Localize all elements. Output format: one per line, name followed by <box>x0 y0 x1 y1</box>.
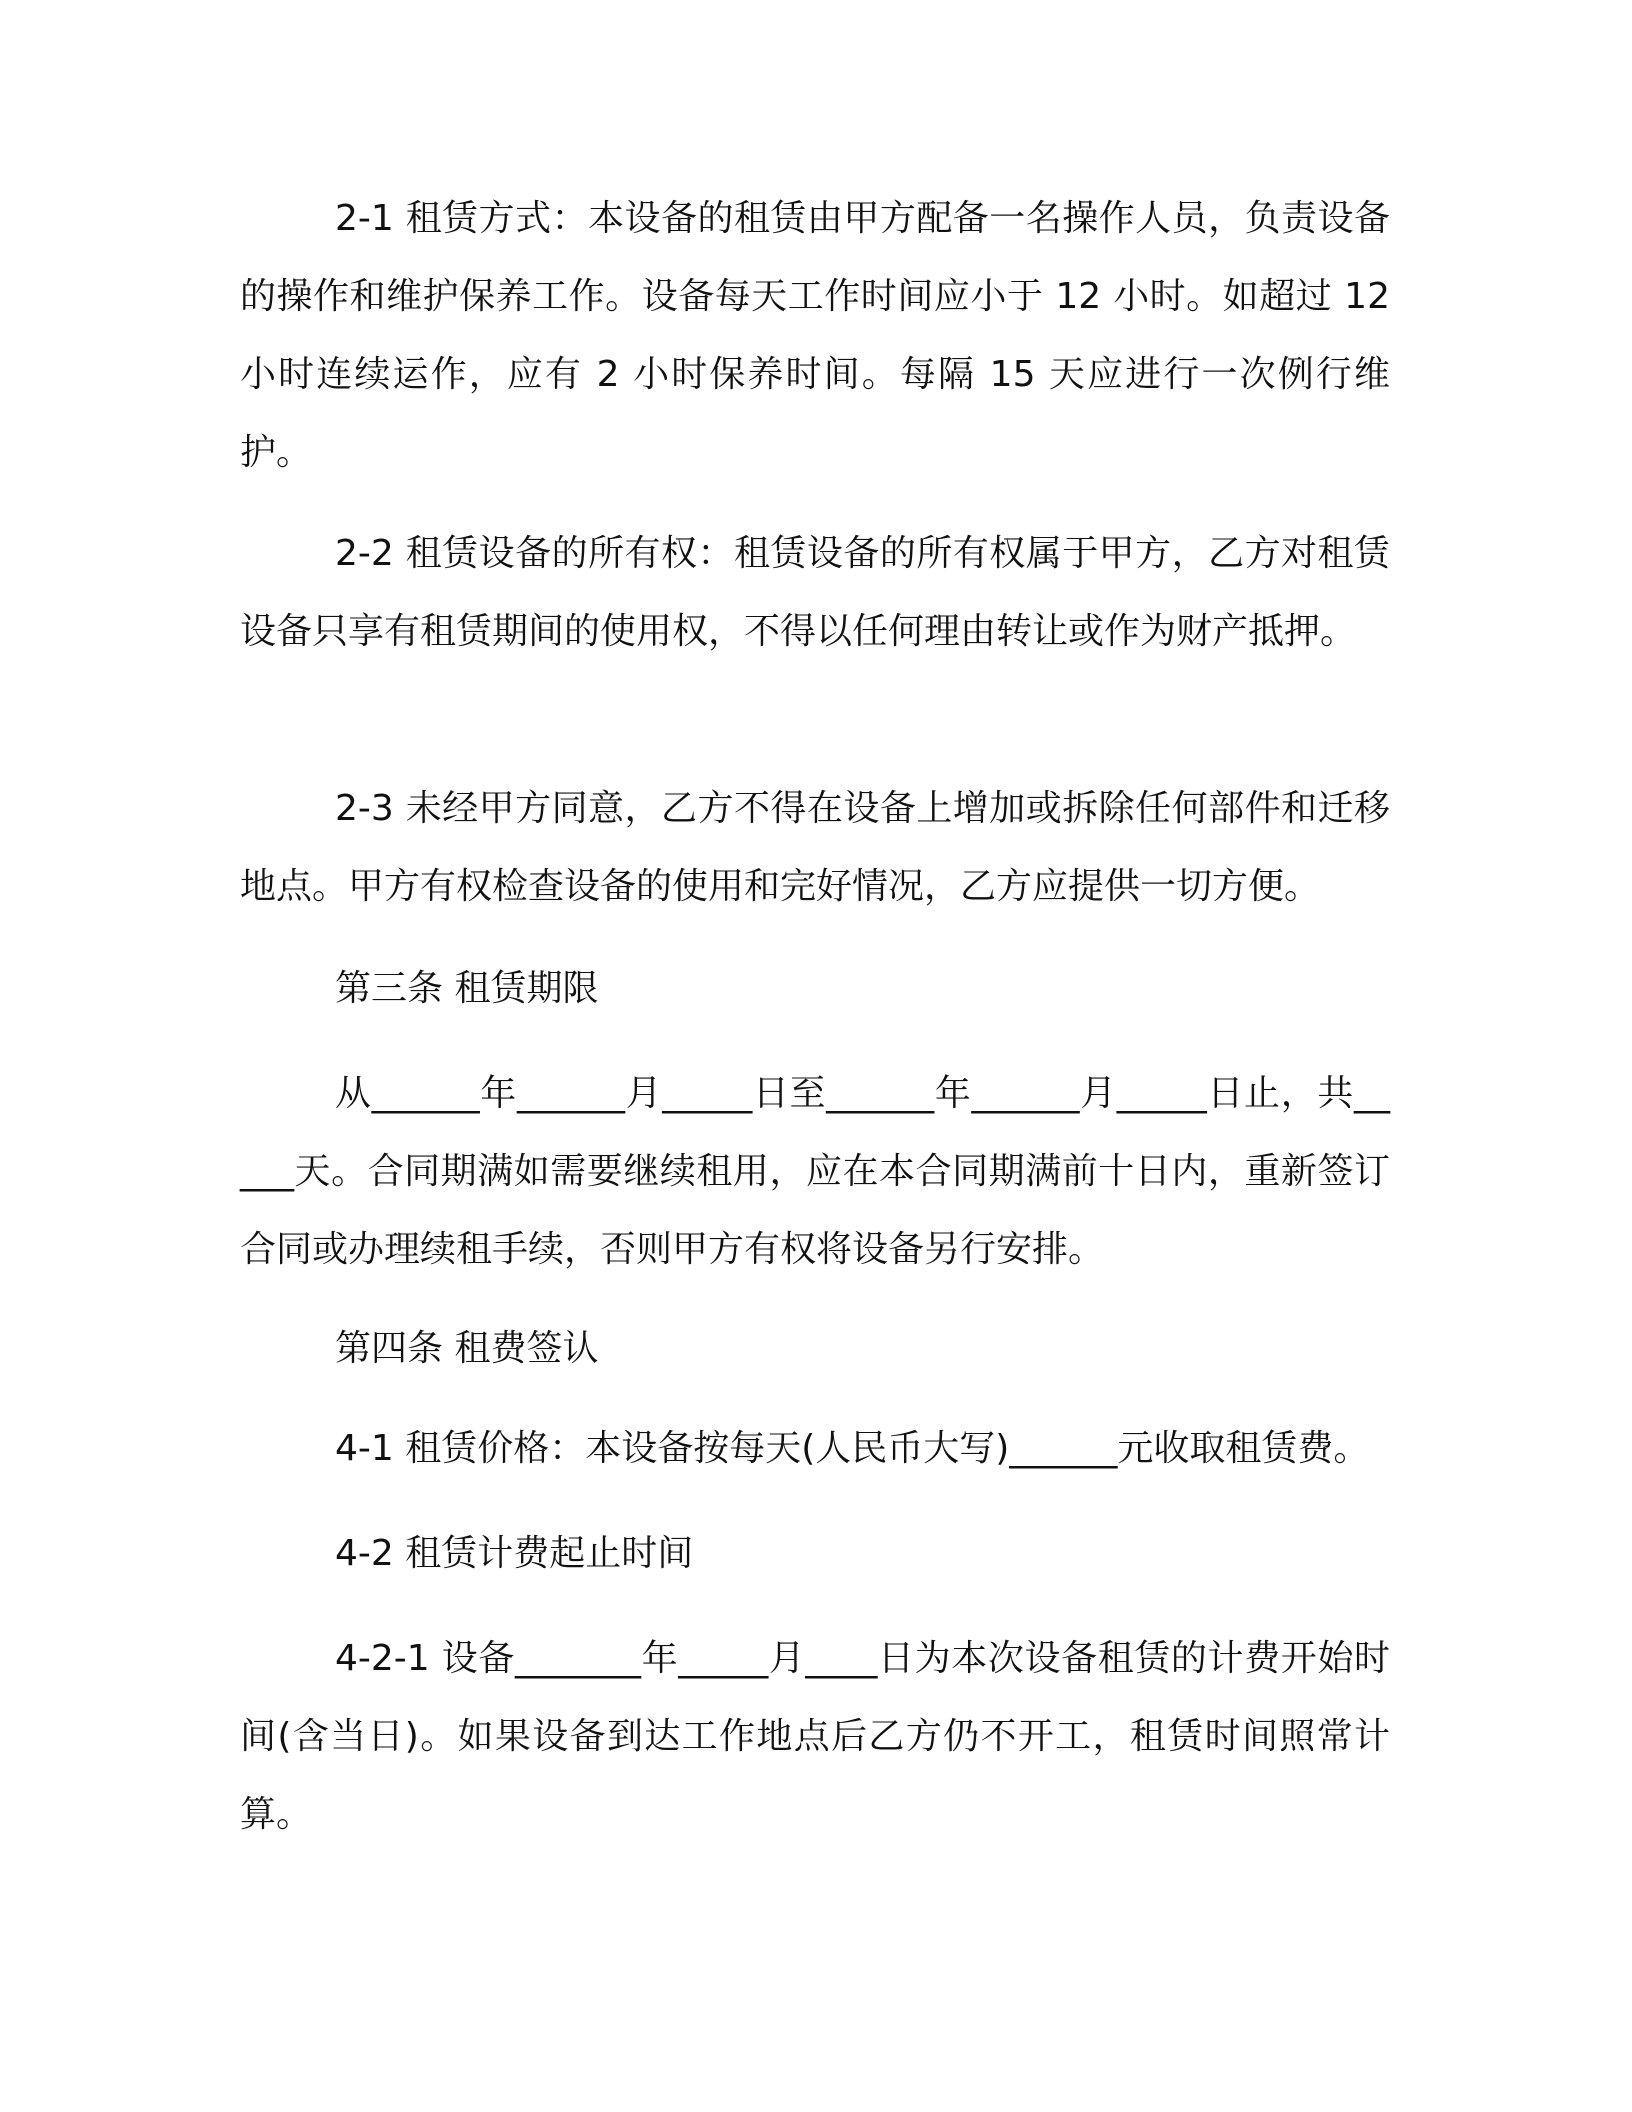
paragraph-lease-term: 从______年______月_____日至______年______月_____日止，共_____天。合同期满如需要继续租用，应在本合同期满前十日内，重新签订合同或办理续租手续，否则甲方有权将设备另行安排。 <box>240 1073 1390 1270</box>
paragraph-4-1-price: 4-1 租赁价格：本设备按每天(人民币大写)______元收取租赁费。 <box>335 1428 1370 1469</box>
paragraph-2-1-lease-method: 2-1 租赁方式：本设备的租赁由甲方配备一名操作人员，负责设备的操作和维护保养工作。设备每天工作时间应小于 12 小时。如超过 12 小时连续运作，应有 2 小时保养时间。每隔 15 天应进行一次例行维护。 <box>240 198 1390 473</box>
paragraph-4-2-1-start-time: 4-2-1 设备_______年_____月____日为本次设备租赁的计费开始时间(含当日)。如果设备到达工作地点后乙方仍不开工，租赁时间照常计算。 <box>240 1638 1390 1835</box>
paragraph-2-3-modification: 2-3 未经甲方同意，乙方不得在设备上增加或拆除任何部件和迁移地点。甲方有权检查设备的使用和完好情况，乙方应提供一切方便。 <box>240 788 1390 907</box>
section-heading-article-3: 第三条 租赁期限 <box>335 968 599 1009</box>
section-heading-article-4: 第四条 租费签认 <box>335 1328 599 1369</box>
paragraph-4-2-billing-period: 4-2 租赁计费起止时间 <box>335 1533 694 1574</box>
paragraph-2-2-ownership: 2-2 租赁设备的所有权：租赁设备的所有权属于甲方，乙方对租赁设备只享有租赁期间的使用权，不得以任何理由转让或作为财产抵押。 <box>240 533 1390 652</box>
